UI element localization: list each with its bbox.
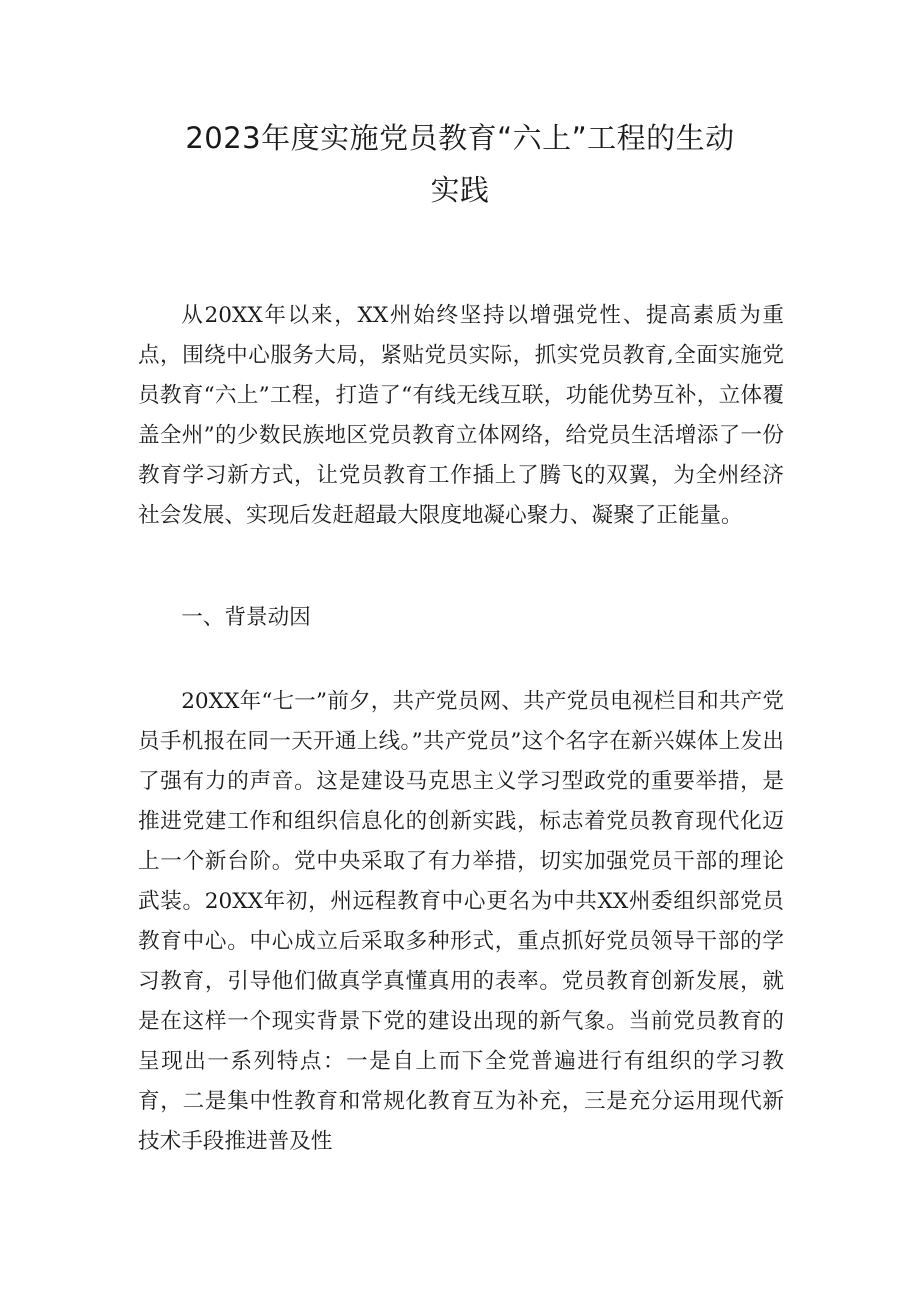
document-title: [100, 112, 820, 216]
background-paragraph: 20XX年“七一”前夕，共产党员网、共产党员电视栏目和共产党员手机报在同一天开通上线。”共产党员”这个名字在新兴媒体上发出了强有力的声音。这是建设马克思主义学习型政党的重要举措，是推进党建工作和组织信息化的创新实践，标志着党员教育现代化迈上一个新台阶。党中央采取了有力举措，切实加强党员干部的理论武装。20XX年初，州远程教育中心更名为中共XX州委组织部党员教育中心。中心成立后采取多种形式，重点抓好党员领导干部的学习教育，引导他们做真学真懂真用的表率。党员教育创新发展，就是在这样一个现实背景下党的建设出现的新气象。当前党员教育的呈现出一系列特点：一是自上而下全党普遍进行有组织的学习教育，二是集中性教育和常规化教育互为补充，三是充分运用现代新技术手段推进普及性: [138, 689, 784, 1154]
section-heading-background: 一、背景动因: [181, 605, 311, 630]
title-line-2: 实践: [430, 173, 490, 207]
intro-paragraph: 从20XX年以来，XX州始终坚持以增强党性、提高素质为重点，围绕中心服务大局，紧贴党员实际，抓实党员教育,全面实施党员教育“六上”工程，打造了“有线无线互联，功能优势互补，立体覆盖全州”的少数民族地区党员教育立体网络，给党员生活增添了一份教育学习新方式，让党员教育工作插上了腾飞的双翼，为全州经济社会发展、实现后发赶超最大限度地凝心聚力、凝聚了正能量。: [138, 303, 784, 528]
title-line-1: 2023年度实施党员教育“六上”工程的生动: [185, 121, 735, 155]
